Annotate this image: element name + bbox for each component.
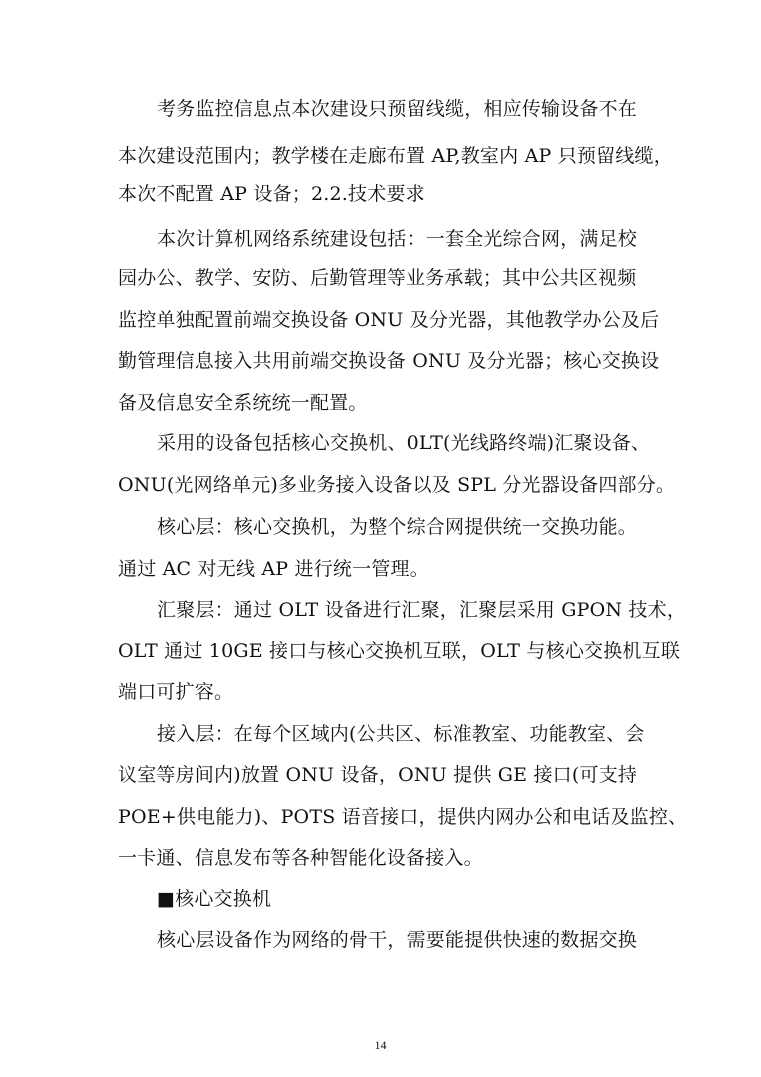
paragraph-line: OLT 通过 10GE 接口与核心交换机互联，OLT 与核心交换机互联	[118, 640, 681, 662]
paragraph-line: 接入层：在每个区域内(公共区、标准教室、功能教室、会	[157, 723, 645, 745]
paragraph-line: 核心层：核心交换机，为整个综合网提供统一交换功能。	[157, 516, 638, 538]
paragraph-line: 一卡通、信息发布等各种智能化设备接入。	[118, 847, 483, 869]
section-heading: ■核心交换机	[157, 888, 272, 910]
paragraph-line: 本次计算机网络系统建设包括：一套全光综合网，满足校	[157, 228, 638, 250]
paragraph-line: 本次建设范围内；教学楼在走廊布置 AP,教室内 AP 只预留线缆，	[118, 145, 673, 167]
paragraph-line: 本次不配置 AP 设备；2.2.技术要求	[118, 183, 425, 205]
paragraph-line: 监控单独配置前端交换设备 ONU 及分光器，其他教学办公及后	[118, 309, 660, 331]
paragraph-line: 勤管理信息接入共用前端交换设备 ONU 及分光器；核心交换设	[118, 350, 660, 372]
paragraph-line: 备及信息安全系统统一配置。	[118, 392, 368, 414]
paragraph-line: ONU(光网络单元)多业务接入设备以及 SPL 分光器设备四部分。	[118, 474, 676, 496]
paragraph-line: POE+供电能力)、POTS 语音接口，提供内网办公和电话及监控、	[118, 806, 688, 828]
paragraph-line: 议室等房间内)放置 ONU 设备，ONU 提供 GE 接口(可支持	[118, 764, 638, 786]
paragraph-line: 汇聚层：通过 OLT 设备进行汇聚，汇聚层采用 GPON 技术，	[157, 599, 687, 621]
paragraph-line: 核心层设备作为网络的骨干，需要能提供快速的数据交换	[157, 929, 638, 951]
page-number: 14	[374, 1038, 387, 1052]
paragraph-line: 考务监控信息点本次建设只预留线缆，相应传输设备不在	[157, 98, 638, 120]
paragraph-line: 端口可扩容。	[118, 681, 234, 703]
paragraph-line: 通过 AC 对无线 AP 进行统一管理。	[118, 558, 429, 580]
paragraph-line: 园办公、教学、安防、后勤管理等业务承载；其中公共区视频	[118, 267, 637, 289]
paragraph-line: 采用的设备包括核心交换机、0LT(光线路终端)汇聚设备、	[157, 432, 651, 454]
